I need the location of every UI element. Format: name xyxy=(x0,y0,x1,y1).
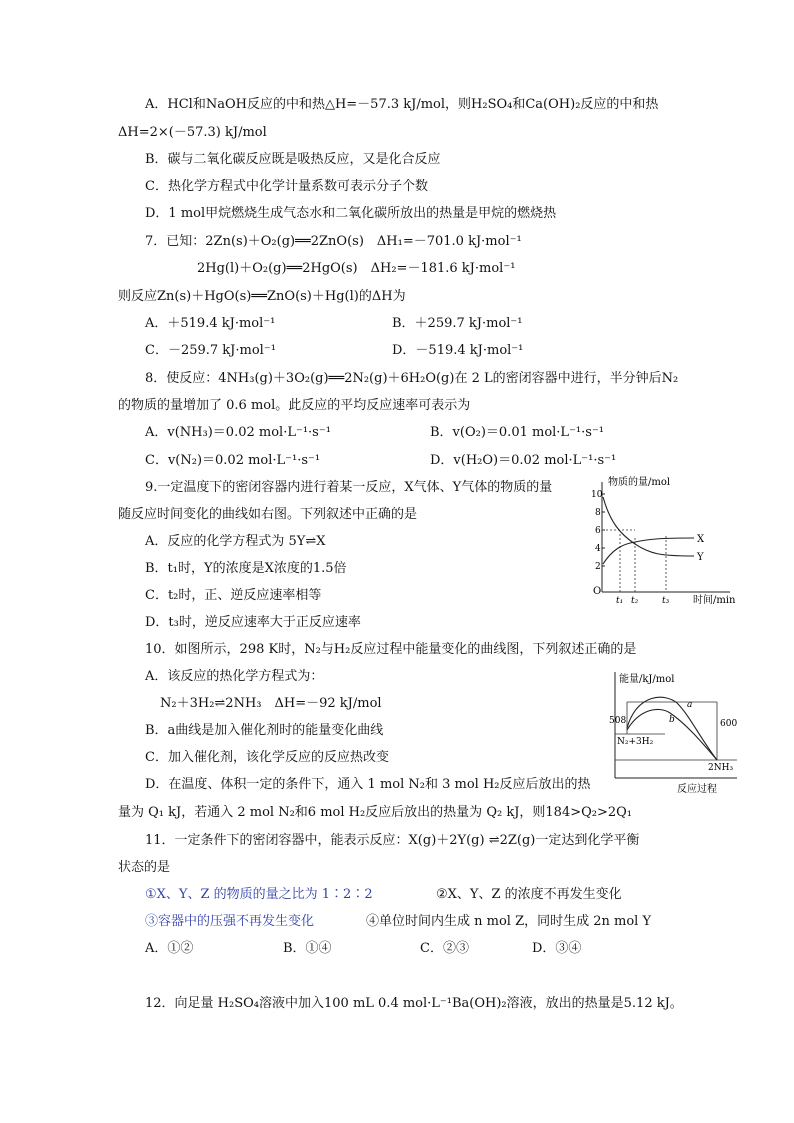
figure-10-energy-diagram xyxy=(605,668,745,798)
y-tick-8: 8 xyxy=(595,508,601,518)
q10-stem: 10．如图所示，298 K时，N₂与H₂反应过程中能量变化的曲线图，下列叙述正确的是 xyxy=(145,642,637,657)
y-tick-6: 6 xyxy=(595,526,601,536)
origin-label: O xyxy=(593,586,602,597)
reactant-label: N₂+3H₂ xyxy=(617,737,654,747)
q11-stem-line2: 状态的是 xyxy=(118,860,171,875)
value-508: 508 xyxy=(609,716,627,726)
q8-option-b: B．v(O₂)＝0.01 mol·L⁻¹·s⁻¹ xyxy=(430,425,605,440)
product-label: 2NH₃ xyxy=(708,763,734,773)
q7-given-1: 7．已知：2Zn(s)＋O₂(g)══2ZnO(s) ΔH₁=－701.0 kJ·mol⁻¹ xyxy=(145,234,522,249)
curve-a-label: a xyxy=(687,700,693,710)
y-axis-label: 物质的量/mol xyxy=(608,477,671,488)
y-tick-10: 10 xyxy=(591,490,603,500)
q7-given-2: 2Hg(l)＋O₂(g)══2HgO(s) ΔH₂=－181.6 kJ·mol⁻¹ xyxy=(197,261,516,276)
q8-stem-line1: 8．使反应：4NH₃(g)＋3O₂(g)══2N₂(g)＋6H₂O(g)在 2 L的密闭容器中进行，半分钟后N₂ xyxy=(145,371,679,386)
q11-option-b: B．①④ xyxy=(283,941,332,956)
q9-option-d: D．t₃时，逆反应速率大于正反应速率 xyxy=(145,615,361,630)
q9-option-a: A．反应的化学方程式为 5Y⇌X xyxy=(145,534,326,549)
q10-option-c: C．加入催化剂，该化学反应的反应热改变 xyxy=(145,750,389,765)
q8-option-c: C．v(N₂)＝0.02 mol·L⁻¹·s⁻¹ xyxy=(145,453,321,468)
q6-option-a-line2: ΔH=2×(－57.3) kJ/mol xyxy=(118,125,267,140)
series-y-label: Y xyxy=(697,552,704,563)
q10-option-d-line1: D．在温度、体积一定的条件下，通入 1 mol N₂和 3 mol H₂反应后放出的热 xyxy=(145,777,591,792)
q10-option-a-line1: A．该反应的热化学方程式为： xyxy=(145,669,324,684)
x-axis-label: 反应过程 xyxy=(677,784,717,795)
q11-option-d: D．③④ xyxy=(532,941,582,956)
q11-statement-1: ①X、Y、Z 的物质的量之比为 1∶2∶2 xyxy=(145,887,373,902)
q9-stem-line1: 9.一定温度下的密闭容器内进行着某一反应，X气体、Y气体的物质的量 xyxy=(145,480,553,495)
q9-stem-line2: 随反应时间变化的曲线如右图。下列叙述中正确的是 xyxy=(118,507,418,522)
q12-stem: 12．向足量 H₂SO₄溶液中加入100 mL 0.4 mol·L⁻¹Ba(OH)₂溶液，放出的热量是5.12 kJ。 xyxy=(145,996,683,1011)
q10-option-b: B．a曲线是加入催化剂时的能量变化曲线 xyxy=(145,723,384,738)
q8-option-d: D．v(H₂O)＝0.02 mol·L⁻¹·s⁻¹ xyxy=(430,453,617,468)
q9-option-b: B．t₁时，Y的浓度是X浓度的1.5倍 xyxy=(145,561,347,576)
curve-y xyxy=(603,497,694,556)
value-600: 600 xyxy=(720,719,738,729)
y-axis-label: 能量/kJ/mol xyxy=(619,674,675,685)
q11-option-c: C．②③ xyxy=(420,941,469,956)
q6-option-d: D．1 mol甲烷燃烧生成气态水和二氧化碳所放出的热量是甲烷的燃烧热 xyxy=(145,206,557,221)
q7-option-d: D．－519.4 kJ·mol⁻¹ xyxy=(392,343,524,358)
series-x-label: X xyxy=(697,534,705,545)
y-tick-2: 2 xyxy=(595,562,601,572)
x-tick-t3: t₃ xyxy=(662,596,670,604)
q11-option-a: A．①② xyxy=(145,941,194,956)
curve-a xyxy=(627,697,717,760)
q8-stem-line2: 的物质的量增加了 0.6 mol。此反应的平均反应速率可表示为 xyxy=(118,398,471,413)
q6-option-c: C．热化学方程式中化学计量系数可表示分子个数 xyxy=(145,179,428,194)
curve-b-label: b xyxy=(669,715,675,725)
q7-stem: 则反应Zn(s)＋HgO(s)══ZnO(s)＋Hg(l)的ΔH为 xyxy=(118,289,406,304)
q9-option-c: C．t₂时，正、逆反应速率相等 xyxy=(145,588,322,603)
q7-option-b: B．＋259.7 kJ·mol⁻¹ xyxy=(392,316,523,331)
q7-option-a: A．＋519.4 kJ·mol⁻¹ xyxy=(145,316,276,331)
q10-option-d-line2: 量为 Q₁ kJ，若通入 2 mol N₂和6 mol H₂反应后放出的热量为 Q₂ kJ，则184>Q₂>2Q₁ xyxy=(118,805,633,820)
q8-option-a: A．v(NH₃)＝0.02 mol·L⁻¹·s⁻¹ xyxy=(145,425,331,440)
x-axis-label: 时间/min xyxy=(693,595,736,604)
q11-statement-3: ③容器中的压强不再发生变化 xyxy=(145,914,315,929)
q11-stem-line1: 11．一定条件下的密闭容器中，能表示反应：X(g)＋2Y(g) ⇌2Z(g)一定达到化学平衡 xyxy=(145,833,640,848)
q6-option-b: B．碳与二氧化碳反应既是吸热反应，又是化合反应 xyxy=(145,152,441,167)
y-tick-4: 4 xyxy=(595,544,601,554)
q7-option-c: C．－259.7 kJ·mol⁻¹ xyxy=(145,343,276,358)
x-tick-t1: t₁ xyxy=(616,596,624,604)
figure-9-graph xyxy=(590,472,740,604)
x-tick-t2: t₂ xyxy=(631,596,639,604)
q6-option-a-line1: A．HCl和NaOH反应的中和热△H=－57.3 kJ/mol，则H₂SO₄和Ca(OH)₂反应的中和热 xyxy=(145,97,659,112)
q11-statement-2: ②X、Y、Z 的浓度不再发生变化 xyxy=(436,887,622,902)
q11-statement-4: ④单位时间内生成 n mol Z，同时生成 2n mol Y xyxy=(366,914,652,929)
q10-option-a-line2: N₂＋3H₂⇌2NH₃ ΔH=－92 kJ/mol xyxy=(160,696,382,711)
